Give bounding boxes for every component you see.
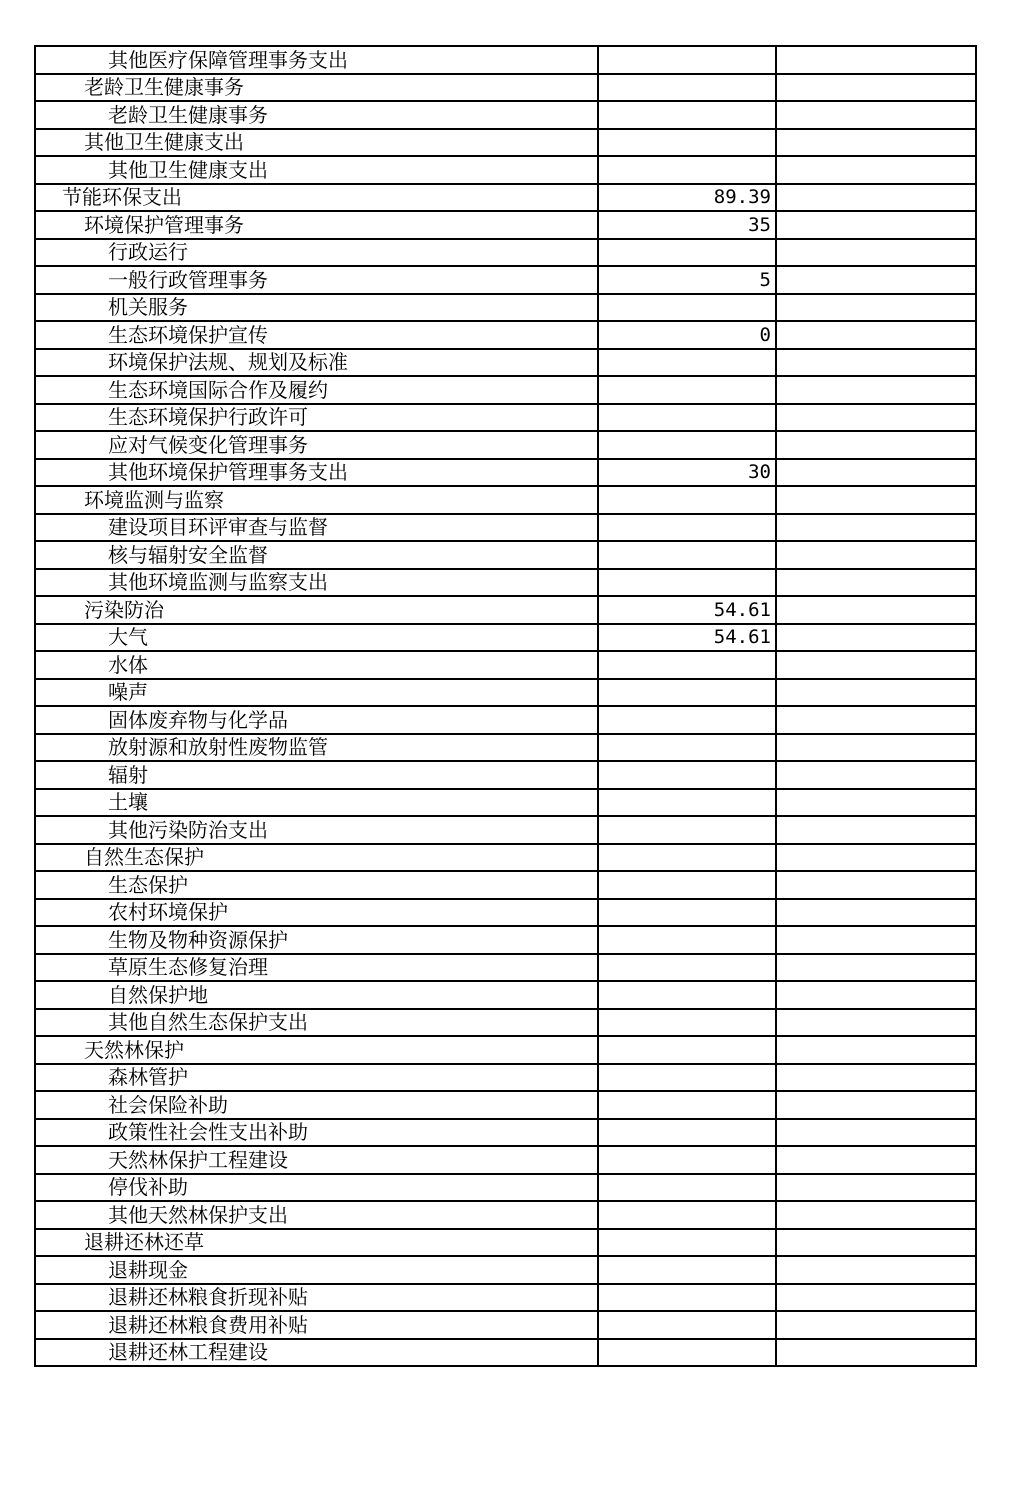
item-name-cell: 自然生态保护 [35,844,598,872]
amount-cell-secondary [776,431,976,459]
amount-cell [598,46,776,74]
item-name-cell: 环境保护管理事务 [35,211,598,239]
table-row [35,1146,976,1174]
amount-cell-secondary [776,679,976,707]
amount-cell-secondary [776,349,976,377]
item-name-cell: 环境保护法规、规划及标准 [35,349,598,377]
table-row [35,46,976,74]
item-name-cell: 老龄卫生健康事务 [35,74,598,102]
item-name-cell: 政策性社会性支出补助 [35,1119,598,1147]
item-name-cell: 退耕还林粮食费用补贴 [35,1311,598,1339]
amount-cell [598,101,776,129]
item-name-cell: 退耕还林还草 [35,1229,598,1257]
amount-cell-secondary [776,184,976,212]
amount-cell [598,431,776,459]
amount-cell [598,541,776,569]
amount-cell [598,156,776,184]
table-row [35,1064,976,1092]
amount-cell [598,816,776,844]
item-name-cell: 其他污染防治支出 [35,816,598,844]
item-name-cell: 森林管护 [35,1064,598,1092]
amount-cell-secondary [776,459,976,487]
amount-cell-secondary [776,1064,976,1092]
amount-cell-secondary [776,1009,976,1037]
amount-cell [598,871,776,899]
amount-cell [598,1256,776,1284]
table-row [35,1119,976,1147]
table-row [35,706,976,734]
item-name-cell: 污染防治 [35,596,598,624]
table-row [35,1091,976,1119]
amount-cell [598,926,776,954]
amount-cell [598,1174,776,1202]
table-row [35,431,976,459]
item-name-cell: 天然林保护 [35,1036,598,1064]
table-row [35,1284,976,1312]
table-row [35,624,976,652]
item-name-cell: 核与辐射安全监督 [35,541,598,569]
item-name-cell: 退耕还林粮食折现补贴 [35,1284,598,1312]
table-row [35,1009,976,1037]
table-row [35,74,976,102]
table-row [35,651,976,679]
table-row [35,816,976,844]
amount-cell-secondary [776,1339,976,1367]
amount-cell [598,486,776,514]
amount-cell [598,1229,776,1257]
amount-cell-secondary [776,844,976,872]
item-name-cell: 其他卫生健康支出 [35,156,598,184]
amount-cell [598,404,776,432]
item-name-cell: 放射源和放射性废物监管 [35,734,598,762]
amount-cell [598,899,776,927]
table-row [35,569,976,597]
amount-cell-secondary [776,926,976,954]
amount-cell-secondary [776,734,976,762]
amount-cell [598,651,776,679]
item-name-cell: 退耕现金 [35,1256,598,1284]
table-row [35,541,976,569]
item-name-cell: 退耕还林工程建设 [35,1339,598,1367]
item-name-cell: 生物及物种资源保护 [35,926,598,954]
item-name-cell: 水体 [35,651,598,679]
item-name-cell: 自然保护地 [35,981,598,1009]
amount-cell: 5 [598,266,776,294]
item-name-cell: 环境监测与监察 [35,486,598,514]
table-row [35,156,976,184]
amount-cell-secondary [776,954,976,982]
amount-cell-secondary [776,46,976,74]
amount-cell-secondary [776,486,976,514]
amount-cell-secondary [776,899,976,927]
amount-cell-secondary [776,1146,976,1174]
table-row [35,514,976,542]
amount-cell-secondary [776,1229,976,1257]
table-row [35,1229,976,1257]
amount-cell [598,1091,776,1119]
amount-cell [598,1311,776,1339]
amount-cell [598,1064,776,1092]
amount-cell [598,1339,776,1367]
table-row [35,129,976,157]
table-row [35,266,976,294]
table-row [35,1339,976,1367]
table-row [35,349,976,377]
item-name-cell: 农村环境保护 [35,899,598,927]
amount-cell-secondary [776,1311,976,1339]
item-name-cell: 其他医疗保障管理事务支出 [35,46,598,74]
amount-cell [598,1009,776,1037]
table-row [35,184,976,212]
table-row [35,596,976,624]
amount-cell-secondary [776,651,976,679]
amount-cell [598,706,776,734]
amount-cell-secondary [776,706,976,734]
table-row [35,294,976,322]
amount-cell-secondary [776,1174,976,1202]
item-name-cell: 其他自然生态保护支出 [35,1009,598,1037]
table-row [35,789,976,817]
table-row [35,871,976,899]
amount-cell [598,789,776,817]
amount-cell-secondary [776,376,976,404]
amount-cell [598,239,776,267]
amount-cell-secondary [776,1201,976,1229]
item-name-cell: 土壤 [35,789,598,817]
amount-cell-secondary [776,761,976,789]
amount-cell [598,679,776,707]
amount-cell-secondary [776,294,976,322]
amount-cell-secondary [776,596,976,624]
amount-cell [598,376,776,404]
amount-cell [598,294,776,322]
table-row [35,211,976,239]
amount-cell-secondary [776,74,976,102]
amount-cell-secondary [776,211,976,239]
table-row [35,404,976,432]
item-name-cell: 建设项目环评审查与监督 [35,514,598,542]
amount-cell [598,514,776,542]
table-row [35,1311,976,1339]
amount-cell-secondary [776,321,976,349]
amount-cell [598,129,776,157]
table-row [35,679,976,707]
amount-cell-secondary [776,1284,976,1312]
item-name-cell: 生态环境保护行政许可 [35,404,598,432]
table-row [35,981,976,1009]
table-row [35,1256,976,1284]
amount-cell [598,1119,776,1147]
amount-cell: 0 [598,321,776,349]
table-row [35,954,976,982]
amount-cell-secondary [776,514,976,542]
table-row [35,101,976,129]
item-name-cell: 天然林保护工程建设 [35,1146,598,1174]
amount-cell-secondary [776,1036,976,1064]
amount-cell-secondary [776,1119,976,1147]
amount-cell: 30 [598,459,776,487]
item-name-cell: 其他卫生健康支出 [35,129,598,157]
amount-cell-secondary [776,981,976,1009]
amount-cell-secondary [776,156,976,184]
table-row [35,844,976,872]
amount-cell-secondary [776,1091,976,1119]
item-name-cell: 辐射 [35,761,598,789]
table-row [35,459,976,487]
item-name-cell: 噪声 [35,679,598,707]
amount-cell-secondary [776,816,976,844]
amount-cell-secondary [776,404,976,432]
table-row [35,1174,976,1202]
table-row [35,734,976,762]
budget-table-body [35,46,976,1366]
table-row [35,1036,976,1064]
amount-cell [598,954,776,982]
item-name-cell: 草原生态修复治理 [35,954,598,982]
item-name-cell: 生态环境国际合作及履约 [35,376,598,404]
table-row [35,321,976,349]
amount-cell [598,981,776,1009]
amount-cell-secondary [776,266,976,294]
table-row [35,761,976,789]
item-name-cell: 老龄卫生健康事务 [35,101,598,129]
item-name-cell: 其他天然林保护支出 [35,1201,598,1229]
amount-cell [598,734,776,762]
amount-cell-secondary [776,569,976,597]
amount-cell [598,1201,776,1229]
amount-cell-secondary [776,239,976,267]
item-name-cell: 停伐补助 [35,1174,598,1202]
amount-cell [598,844,776,872]
amount-cell [598,349,776,377]
amount-cell-secondary [776,129,976,157]
table-row [35,239,976,267]
amount-cell [598,569,776,597]
amount-cell-secondary [776,624,976,652]
amount-cell [598,761,776,789]
item-name-cell: 生态保护 [35,871,598,899]
table-row [35,1201,976,1229]
item-name-cell: 固体废弃物与化学品 [35,706,598,734]
table-row [35,376,976,404]
item-name-cell: 节能环保支出 [35,184,598,212]
amount-cell-secondary [776,1256,976,1284]
budget-table [34,45,977,1367]
amount-cell-secondary [776,101,976,129]
amount-cell [598,1284,776,1312]
amount-cell: 89.39 [598,184,776,212]
table-row [35,899,976,927]
item-name-cell: 生态环境保护宣传 [35,321,598,349]
amount-cell-secondary [776,789,976,817]
amount-cell [598,1146,776,1174]
amount-cell: 54.61 [598,596,776,624]
amount-cell [598,1036,776,1064]
table-row [35,486,976,514]
amount-cell: 35 [598,211,776,239]
amount-cell: 54.61 [598,624,776,652]
item-name-cell: 行政运行 [35,239,598,267]
item-name-cell: 其他环境监测与监察支出 [35,569,598,597]
item-name-cell: 应对气候变化管理事务 [35,431,598,459]
amount-cell [598,74,776,102]
item-name-cell: 大气 [35,624,598,652]
amount-cell-secondary [776,871,976,899]
item-name-cell: 其他环境保护管理事务支出 [35,459,598,487]
item-name-cell: 机关服务 [35,294,598,322]
amount-cell-secondary [776,541,976,569]
item-name-cell: 社会保险补助 [35,1091,598,1119]
table-row [35,926,976,954]
item-name-cell: 一般行政管理事务 [35,266,598,294]
